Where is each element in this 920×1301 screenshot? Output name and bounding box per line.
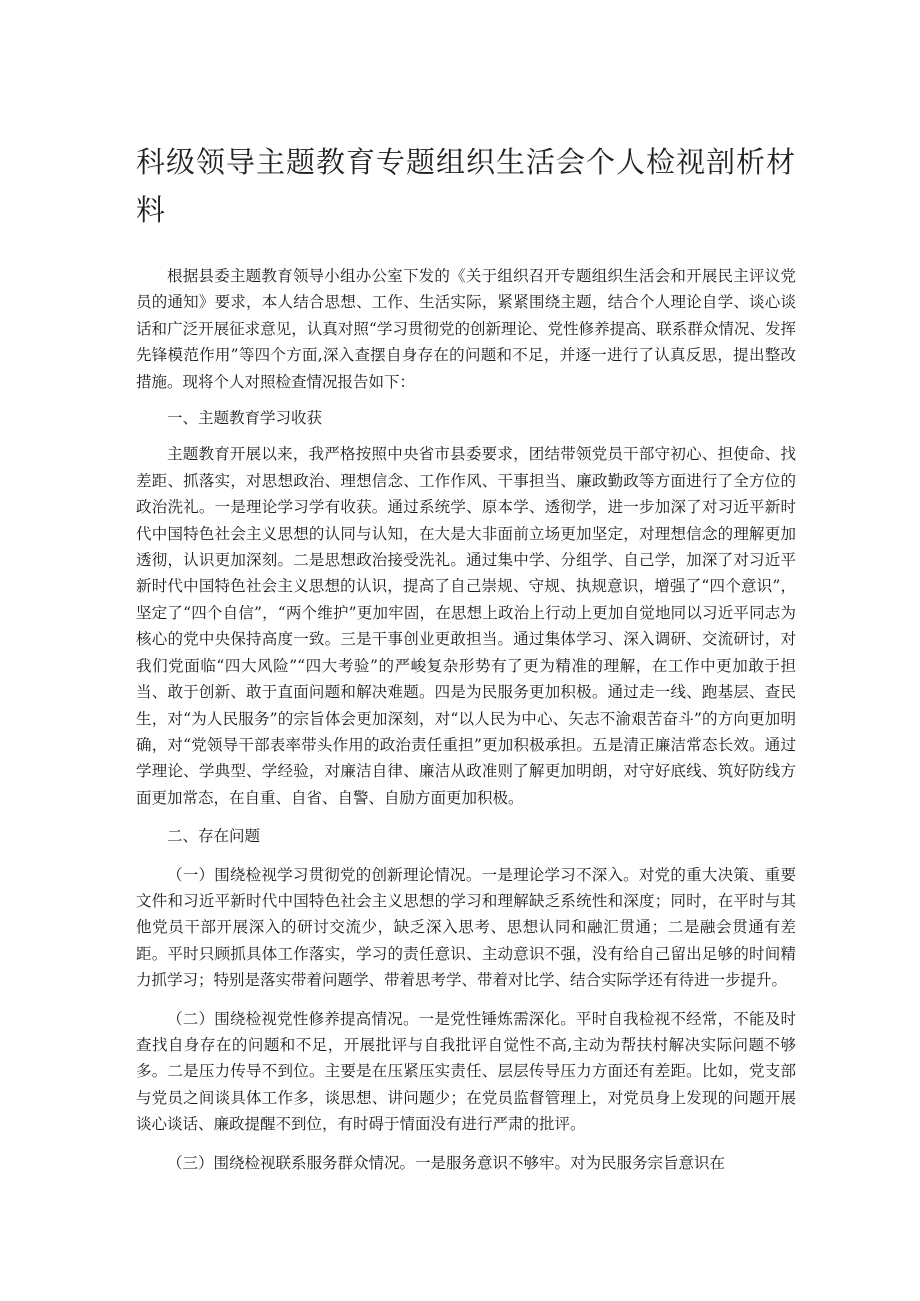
document-page [136,138,796,1176]
section-heading-problems: 二、存在问题 [167,827,261,846]
document-title: 科级领导主题教育专题组织生活会个人检视剖析材料 [136,145,797,227]
section-body-harvest: 主题教育开展以来，我严格按照中央省市县委要求，团结带领党员干部守初心、担使命、找差距、抓落实，对思想政治、理想信念、工作作风、干事担当、廉政勤政等方面进行了全方位的政治洗礼。一是理论学习学有收获。通过系统学、原本学、透彻学，进一步加深了对习近平新时代中国特色社会主义思想的认同与认知，在大是大非面前立场更加坚定，对理想信念的理解更加透彻，认识更加深刻。二是思想政治接受洗礼。通过集中学、分组学、自己学，加深了对习近平新时代中国特色社会主义思想的认识，提高了自己崇规、守规、执规意识，增强了“四个意识”，坚定了“四个自信”，“两个维护”更加牢固，在思想上政治上行动上更加自觉地同以习近平同志为核心的党中央保持高度一致。三是干事创业更敢担当。通过集体学习、深入调研、交流研讨，对我们党面临“四大风险”“四大考验”的严峻复杂形势有了更为精准的理解，在工作中更加敢于担当、敢于创新、敢于直面问题和解决难题。四是为民服务更加积极。通过走一线、跑基层、查民生，对“为人民服务”的宗旨体会更加深刻，对“以人民为中心、矢志不渝艰苦奋斗”的方向更加明确，对“党领导干部表率带头作用的政治责任重担”更加积极承担。五是清正廉洁常态长效。通过学理论、学典型、学经验，对廉洁自律、廉洁从政准则了解更加明朗，对守好底线、筑好防线方面更加常态，在自重、自省、自警、自励方面更加积极。 [136,445,796,807]
subsection-theory-study: （一）围绕检视学习贯彻党的创新理论情况。一是理论学习不深入。对党的重大决策、重要文件和习近平新时代中国特色社会主义思想的学习和理解缺乏系统性和深度；同时，在平时与其他党员干部开展深入的研讨交流少，缺乏深入思考、思想认同和融汇贯通；二是融会贯通有差距。平时只顾抓具体工作落实，学习的责任意识、主动意识不强，没有给自己留出足够的时间精力抓学习；特别是落实带着问题学、带着思考学、带着对比学、结合实际学还有待进一步提升。 [136,865,796,990]
section-heading-harvest: 一、主题教育学习收获 [167,409,323,428]
intro-paragraph: 根据县委主题教育领导小组办公室下发的《关于组织召开专题组织生活会和开展民主评议党员的通知》要求，本人结合思想、工作、生活实际，紧紧围绕主题，结合个人理论自学、谈心谈话和广泛开展征求意见，认真对照“学习贯彻党的创新理论、党性修养提高、联系群众情况、发挥先锋模范作用”等四个方面,深入查摆自身存在的问题和不足，并逐一进行了认真反思，提出整改措施。现将个人对照检查情况报告如下： [136,267,796,391]
subsection-serve-masses: （三）围绕检视联系服务群众情况。一是服务意识不够牢。对为民服务宗旨意识在 [167,1153,726,1172]
subsection-party-spirit: （二）围绕检视党性修养提高情况。一是党性锤炼需深化。平时自我检视不经常，不能及时查找自身存在的问题和不足，开展批评与自我批评自觉性不高,主动为帮扶村解决实际问题不够多。二是压力传导不到位。主要是在压紧压实责任、层层传导压力方面还有差距。比如，党支部与党员之间谈具体工作多，谈思想、讲问题少；在党员监督管理上，对党员身上发现的问题开展谈心谈话、廉政提醒不到位，有时碍于情面没有进行严肃的批评。 [136,1009,796,1134]
